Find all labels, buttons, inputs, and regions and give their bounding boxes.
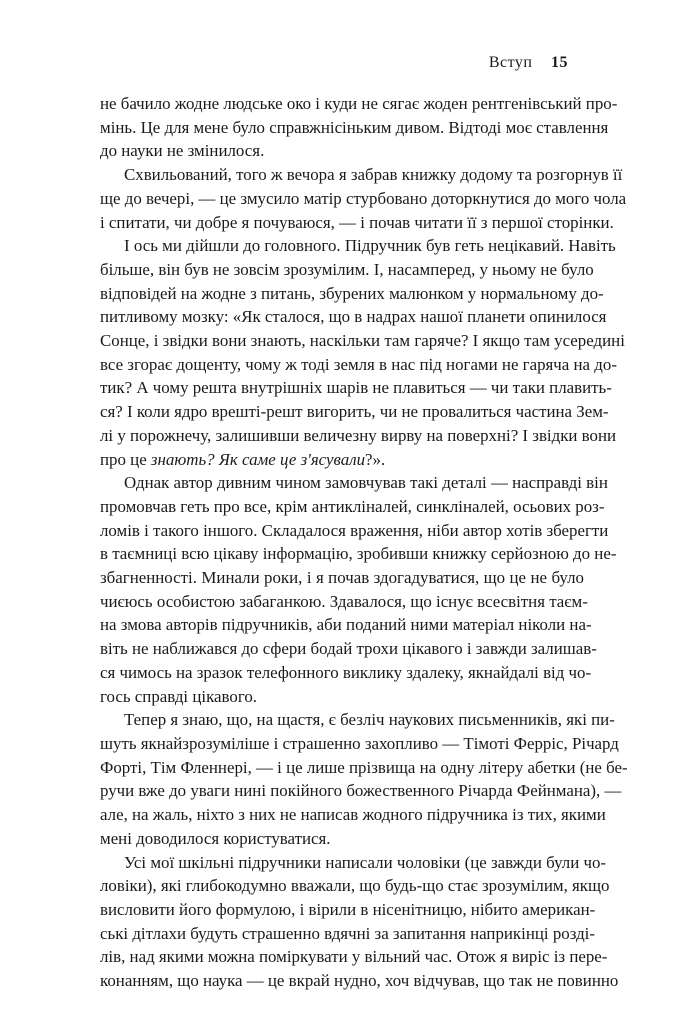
text-run: про це <box>100 449 151 469</box>
text-line: промовчав геть про все, крім антикліналей, синкліналей, осьових роз- <box>100 496 605 516</box>
text-line: мінь. Це для мене було справжнісіньким дивом. Відтоді моє ставлення <box>100 117 609 137</box>
text-line: ся чимось на зразок телефонного виклику здалеку, якнайдалі від чо- <box>100 662 592 682</box>
text-line: ся? І коли ядро врешті-решт вигорить, чи не провалиться частина Зем- <box>100 402 609 422</box>
text-line: шуть якнайзрозуміліше і страшенно захопливо — Тімоті Ферріс, Річард <box>100 733 619 753</box>
italic-text: знають? Як саме це з'ясували <box>150 449 366 469</box>
paragraph <box>76 851 619 993</box>
paragraph <box>76 234 625 471</box>
text-run: ?». <box>365 449 386 469</box>
page-number: 15 <box>551 54 568 71</box>
text-line: збагненності. Минали роки, і я почав здогадуватися, що це не було <box>100 568 584 588</box>
text-line: конанням, що наука — це вкрай нудно, хоч відчував, що так не повинно <box>100 971 619 991</box>
text-line: в таємниці всю цікаву інформацію, зробивши книжку серйозною до не- <box>100 544 617 564</box>
text-line: мені доводилося користуватися. <box>100 828 331 848</box>
text-line: але, на жаль, ніхто з них не написав жодного підручника із тих, якими <box>100 805 606 825</box>
text-line: відповідей на жодне з питань, збурених малюнком у нормальному до- <box>100 283 604 303</box>
text-line: висловити його формулою, і вірили в нісенітницю, нібито американ- <box>100 899 596 919</box>
text-line: лів, над якими можна поміркувати у вільний час. Отож я виріс із пере- <box>100 947 608 967</box>
text-line: на змова авторів підручників, аби поданий ними матеріал ніколи на- <box>100 615 592 635</box>
text-line: ще до вечері, — це змусило матір стурбовано доторкнутися до мого чола <box>100 188 627 208</box>
paragraph <box>76 708 628 850</box>
text-line: І ось ми дійшли до головного. Підручник був геть нецікавий. Навіть <box>124 236 616 256</box>
text-line: ломів і такого іншого. Складалося враження, ніби автор хотів зберегти <box>100 520 609 540</box>
text-line: більше, він був не зовсім зрозумілим. І, насамперед, у ньому не було <box>100 259 594 279</box>
text-line: Схвильований, того ж вечора я забрав книжку додому та розгорнув її <box>124 165 623 185</box>
text-line: ловіки), які глибокодумно вважали, що будь-що стає зрозумілим, якщо <box>100 876 610 896</box>
text-line: Усі мої шкільні підручники написали чоловіки (це завжди були чо- <box>124 852 607 872</box>
text-line: Тепер я знаю, що, на щастя, є безліч наукових письменників, які пи- <box>124 710 615 730</box>
paragraph <box>76 92 618 163</box>
paragraph <box>76 471 617 708</box>
running-head <box>489 54 568 72</box>
text-line: гось справді цікавого. <box>100 686 257 706</box>
text-line: ські дітлахи будуть страшенно вдячні за запитання наприкінці розді- <box>100 923 595 943</box>
text-line: питливому мозку: «Як сталося, що в надрах нашої планети опинилося <box>100 307 607 327</box>
paragraph <box>76 163 627 234</box>
text-line: тик? А чому решта внутрішніх шарів не плавиться — чи таки плавить- <box>100 378 612 398</box>
body-text <box>76 92 628 993</box>
section-title: Вступ <box>488 54 533 71</box>
text-line: ручи вже до уваги нині покійного божественного Річарда Фейнмана), — <box>100 781 622 801</box>
text-line: чиєюсь особистою забаганкою. Здавалося, що існує всесвітня таєм- <box>100 591 588 611</box>
text-line: і спитати, чи добре я почуваюся, — і почав читати її з першої сторінки. <box>100 212 614 232</box>
text-line: до науки не змінилося. <box>100 141 265 161</box>
text-line: Однак автор дивним чином замовчував такі деталі — насправді він <box>124 473 608 493</box>
text-line: все згорає дощенту, чому ж тоді земля в нас під ногами не гаряча на до- <box>100 354 617 374</box>
text-line <box>76 448 584 472</box>
text-line: Сонце, і звідки вони знають, наскільки там гаряче? І якщо там усередині <box>100 331 625 351</box>
text-line: не бачило жодне людське око і куди не сягає жоден рентгенівський про- <box>100 94 618 113</box>
text-line: віть не наближався до сфери бодай трохи цікавого і завжди залишав- <box>100 639 597 659</box>
text-line: Форті, Тім Фленнері, — і це лише прізвища на одну літеру абетки (не бе- <box>100 757 628 777</box>
text-line: лі у порожнечу, залишивши величезну вирву на поверхні? І звідки вони <box>100 425 617 445</box>
